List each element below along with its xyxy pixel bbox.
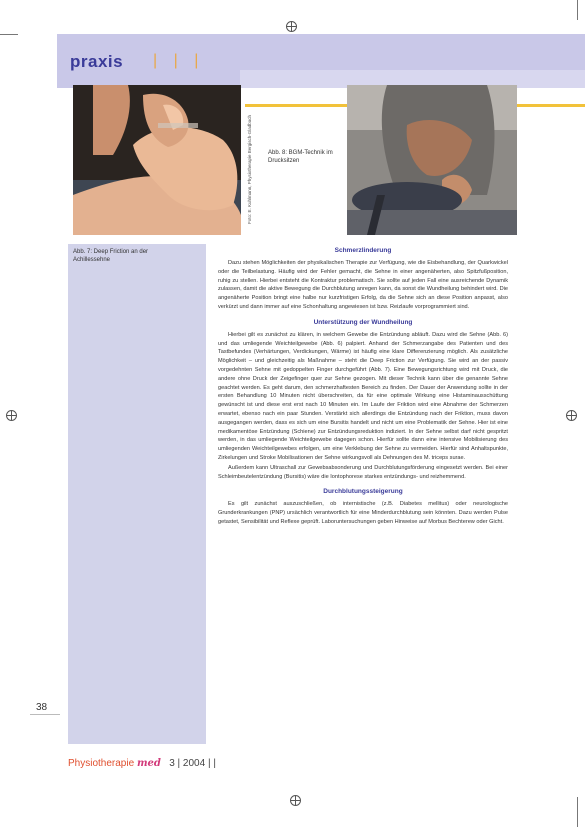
sidebar-band [68,244,206,744]
crop-line [577,797,578,827]
footer-issue: 3 | 2004 | | [169,758,216,769]
paragraph: Hierbei gilt es zunächst zu klären, in welchem Gewebe die Entzündung abläuft. Dazu wird die Sehne (Abb. 6) und das umliegende Weichteilgewebe (Abb. 6) palpiert. Anhand der Schmerzangabe des Patienten und des Tastbefundes (Verhärtungen, Verdickungen, Wärme) ist häufig eine klare Differenzierung möglich. Als zusätzliche Möglichkeit – und gleichzeitig als Maßnahme – steht die Deep Friction zur Verfügung. Sie wird an der passiv vorgedehnten Sehne mit gedoppelten Finger durchgeführt (Abb. 7). Eine Bewegungsrichtung wird mit Druck, die andere ohne Druck der Zeigefinger quer zur Sehne gezogen. Mit dieser Technik kann über die genannte Sehne geachtet werden. Es geht darum, den schmerzhaftesten Bereich zu finden. Der Dauer der Anwendung sollte in der ersten Behandlung 10 Minuten nicht überschreiten, da für eine optimale Wirkung eine Histaminausschüttung gewünscht ist und diese erst erst nach 10 Minuten ein. Im Laufe der Friktion wird eine Abnahme der Schmerzen erwartet, ebenso nach ein paar Stunden. Verstärkt sich allerdings die Entzündung nach der Friktion, muss davon ausgegangen werden, dass es sich um eine Bursitis handelt und nicht um eine Problematik der Sehne. Hier ist eine medikamentöse Entzündung (Schiene) zur Entzündungsreduktion indiziert. In der Sehne selbst darf nicht gespritzt werden, in das umliegende Weichteilgewebe dagegen schon. Hierfür sollte dann eine intensive Mobilisierung des umliegenden Weichteilgewebes erfolgen, um eine Verklebung der Sehne zu vermeiden. Hierfür sind Anhaltspunkte, Zirkelungen und Stroke Mobilisationen der Sehne wirkungsvoll als Dehnungen des M. triceps surae. [218,331,508,461]
section-title: praxis [70,52,124,71]
registration-mark-right [566,410,577,421]
footer-brand-med: med [136,758,161,769]
section-heading: Schmerzlinderung [334,247,392,254]
section-heading: Unterstützung der Wundheilung [313,318,413,326]
photo-bgm-technique [347,85,517,235]
paragraph: Dazu stehen Möglichkeiten der physikalischen Therapie zur Verfügung, wie die Eisbehandlung, der Quarkwickel oder die Teilbelastung. Häufig wird der Fehler gemacht, die Sehne in einer angenäherten, also Spitzfußposition, ruhig zu stellen. Hierbei entsteht die Kontraktur problematisch. Sie sollte auf jeden Fall eine ausreichende Dynamik zulassen, damit die aktive Bewegung die Durchblutung anregen kann, da sonst die Wundheilung behindert wird. Die angenäherte Position bringt eine halbe nur kurzfristigen Erfolg, da die Sehne sich an diese Position anpasst, also verkürzt und dann immer auf eine Schonhaltung angewiesen ist bzw. Reizlaufe vorprogrammiert sind. [218,260,508,310]
photo-credit: Foto: E. Kuhlmann, Physiotherapie Bergisch-Gladbach [247,114,252,224]
footer-brand-name: Physiotherapie [68,758,135,769]
registration-mark-left [6,410,17,421]
page-number-rule [30,714,60,715]
caption-figure-7: Abb. 7: Deep Friction an der Achillessehne [73,249,149,263]
paragraph: Es gilt zunächst auszuschließen, ob internistische (z.B. Diabetes mellitus) oder neurologische Grunderkrankungen (PNP) ursächlich verantwortlich für eine Minderdurchblutung sein könnten. Dazu werden Pulse getastet, Sensibilität und Reflexe geprüft. Laboruntersuchungen geben Hinweise auf Morbus Bechterew oder Gicht. [218,501,508,525]
paragraph: Außerdem kann Ultraschall zur Gewebsabsonderung und Durchblutungsförderung eingesetzt werden. Bei einer Schleimbeutelentzündung (Bursitis) wäre die Iontophorese starkes entzündungs- und reizhemmend. [218,464,508,480]
crop-line [0,34,18,35]
page-number: 38 [36,702,48,713]
article-body [218,240,508,528]
section-heading: Durchblutungssteigerung [323,488,403,496]
registration-mark-bottom [290,795,301,806]
caption-figure-8: Abb. 8: BGM-Technik im Drucksitzen [268,150,333,164]
crop-line [577,0,578,20]
section-pipes: | | | [153,52,205,69]
photo-deep-friction [73,85,241,235]
registration-mark-top [286,21,297,32]
footer-brand [68,758,216,769]
